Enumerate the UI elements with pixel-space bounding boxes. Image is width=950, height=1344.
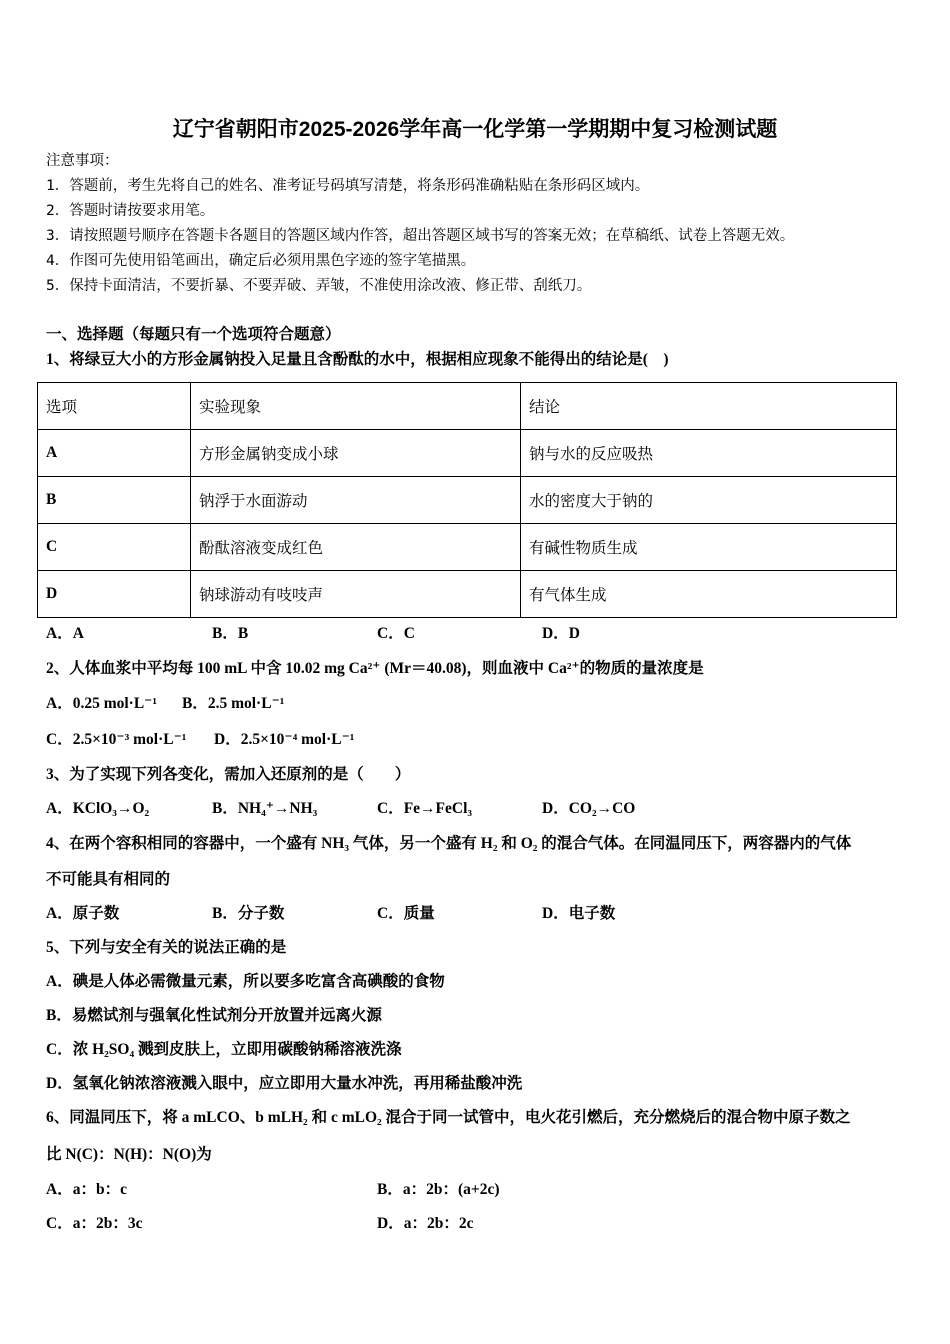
- table-cell: 钠浮于水面游动: [191, 477, 521, 524]
- note-item: 2．答题时请按要求用笔。: [46, 203, 215, 219]
- table-row: [38, 571, 897, 618]
- note-item: 5．保持卡面清洁，不要折暴、不要弄破、弄皱，不准使用涂改液、修正带、刮纸刀。: [46, 278, 592, 294]
- q6-option-b: B．a：2b：(a+2c): [377, 1181, 500, 1198]
- q1-option-b: B．B: [212, 625, 249, 642]
- table-header-row: [38, 383, 897, 430]
- question-4-stem: 4、在两个容积相同的容器中，一个盛有 NH₃ 气体，另一个盛有 H₂ 和 O₂ 的混合气体。在同温同压下，两容器内的气体: [46, 835, 852, 852]
- table-cell: C: [38, 524, 191, 571]
- note-item: 4．作图可先使用铅笔画出，确定后必须用黑色字迹的签字笔描黑。: [46, 253, 476, 269]
- table-row: [38, 524, 897, 571]
- note-item: 3．请按照题号顺序在答题卡各题目的答题区域内作答，超出答题区域书写的答案无效；在草稿纸、试卷上答题无效。: [46, 228, 795, 244]
- table-cell: B: [38, 477, 191, 524]
- q5-option-a: A．碘是人体必需微量元素，所以要多吃富含高碘酸的食物: [46, 973, 445, 990]
- table-cell: A: [38, 430, 191, 477]
- document-title: 辽宁省朝阳市2025-2026学年高一化学第一学期期中复习检测试题: [172, 118, 778, 141]
- question-6-stem: 6、同温同压下，将 a mLCO、b mLH₂ 和 c mLO₂ 混合于同一试管中，电火花引燃后，充分燃烧后的混合物中原子数之: [46, 1109, 851, 1126]
- table-cell: 方形金属钠变成小球: [191, 430, 521, 477]
- notes-heading: 注意事项：: [46, 153, 119, 169]
- table-cell: 有碱性物质生成: [521, 524, 897, 571]
- table-header: 实验现象: [191, 383, 521, 430]
- question-1-table: [37, 382, 897, 618]
- q4-option-b: B．分子数: [212, 905, 285, 922]
- table-cell: 钠球游动有吱吱声: [191, 571, 521, 618]
- section-heading: 一、选择题（每题只有一个选项符合题意）: [46, 326, 341, 343]
- q4-option-c: C．质量: [377, 905, 435, 922]
- q6-option-d: D．a：2b：2c: [377, 1215, 474, 1232]
- q5-option-b: B．易燃试剂与强氧化性试剂分开放置并远离火源: [46, 1007, 382, 1024]
- q6-option-c: C．a：2b：3c: [46, 1215, 143, 1232]
- q3-option-a: A．KClO₃→O₂: [46, 800, 150, 817]
- table-cell: 有气体生成: [521, 571, 897, 618]
- q2-option-a: A．0.25 mol·L⁻¹: [46, 695, 157, 712]
- question-5-stem: 5、下列与安全有关的说法正确的是: [46, 939, 287, 956]
- q6-option-a: A．a：b：c: [46, 1181, 127, 1198]
- question-1-stem: 1、将绿豆大小的方形金属钠投入足量且含酚酞的水中，根据相应现象不能得出的结论是( ): [46, 351, 669, 368]
- table-header: 选项: [38, 383, 191, 430]
- note-item: 1．答题前，考生先将自己的姓名、准考证号码填写清楚，将条形码准确粘贴在条形码区域内。: [46, 178, 650, 194]
- q4-option-a: A．原子数: [46, 905, 120, 922]
- table-cell: D: [38, 571, 191, 618]
- q2-option-b: B．2.5 mol·L⁻¹: [182, 695, 285, 712]
- table-header: 结论: [521, 383, 897, 430]
- q3-option-b: B．NH₄⁺→NH₃: [212, 800, 318, 817]
- q2-option-c: C．2.5×10⁻³ mol·L⁻¹: [46, 731, 187, 748]
- q5-option-d: D．氢氧化钠浓溶液溅入眼中，应立即用大量水冲洗，再用稀盐酸冲洗: [46, 1075, 523, 1092]
- table-cell: 酚酞溶液变成红色: [191, 524, 521, 571]
- q1-option-c: C．C: [377, 625, 415, 642]
- q4-option-d: D．电子数: [542, 905, 616, 922]
- table-row: [38, 477, 897, 524]
- table-cell: 钠与水的反应吸热: [521, 430, 897, 477]
- table-row: [38, 430, 897, 477]
- q3-option-c: C．Fe→FeCl₃: [377, 800, 473, 817]
- question-6-stem-cont: 比 N(C)：N(H)：N(O)为: [46, 1146, 212, 1163]
- q1-option-a: A．A: [46, 625, 84, 642]
- q2-option-d: D．2.5×10⁻⁴ mol·L⁻¹: [214, 731, 355, 748]
- question-2-stem: 2、人体血浆中平均每 100 mL 中含 10.02 mg Ca²⁺ (Mr＝40.08)，则血液中 Ca²⁺的物质的量浓度是: [46, 660, 704, 677]
- q1-option-d: D．D: [542, 625, 580, 642]
- question-4-stem-cont: 不可能具有相同的: [46, 871, 171, 888]
- q3-option-d: D．CO₂→CO: [542, 800, 636, 817]
- q5-option-c: C．浓 H₂SO₄ 溅到皮肤上，立即用碳酸钠稀溶液洗涤: [46, 1041, 402, 1058]
- question-3-stem: 3、为了实现下列各变化，需加入还原剂的是（ ）: [46, 766, 411, 783]
- table-cell: 水的密度大于钠的: [521, 477, 897, 524]
